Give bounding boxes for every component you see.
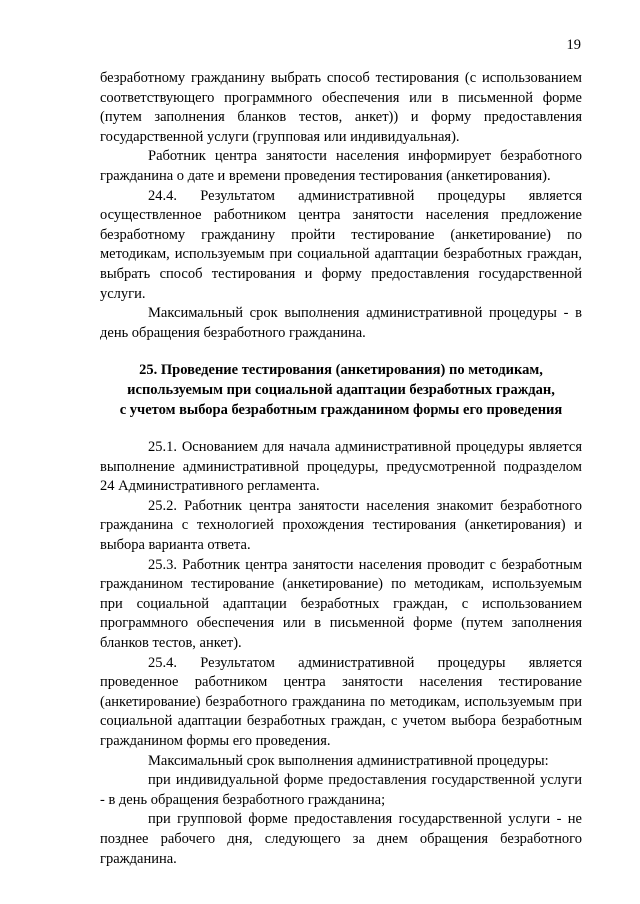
page-number: 19 xyxy=(566,37,581,53)
paragraph-25-2: 25.2. Работник центра занятости населения знакомит безработного гражданина с технологией прохождения тестирования (анкетирования) и выбора варианта ответа. xyxy=(100,497,582,554)
paragraph: при индивидуальной форме предоставления государственной услуги - в день обращения безработного гражданина; xyxy=(100,772,582,808)
heading-line: используемым при социальной адаптации безработных граждан, xyxy=(127,381,555,398)
paragraph: Работник центра занятости населения информирует безработного гражданина о дате и времени проведения тестирования (анкетирования). xyxy=(100,148,582,184)
paragraph: безработному гражданину выбрать способ тестирования (с использованием соответствующего программного обеспечения или в письменной форме (путем заполнения бланков тестов, анкет)) и форму предоставления государственной услуги (групповая или индивидуальная). xyxy=(100,70,582,145)
document-body xyxy=(100,69,582,869)
paragraph: Максимальный срок выполнения административной процедуры: xyxy=(148,752,549,769)
paragraph-25-4: 25.4. Результатом административной процедуры является проведенное работником центра занятости населения тестирование (анкетирование) безработного гражданина по методикам, используемым при социальной адаптации безработных граждан, с учетом выбора безработным гражданином формы его проведения. xyxy=(100,654,582,749)
heading-line: с учетом выбора безработным гражданином формы его проведения xyxy=(119,401,563,418)
paragraph-24-4: 24.4. Результатом административной процедуры является осуществленное работником центра занятости населения предложение безработному гражданину пройти тестирование (анкетирование) по методикам, используемым при социальной адаптации безработных граждан, выбрать способ тестирования и форму предоставления государственной услуги. xyxy=(100,187,582,302)
paragraph: Максимальный срок выполнения административной процедуры - в день обращения безработного гражданина. xyxy=(100,305,582,341)
section-24-continuation xyxy=(100,69,582,343)
section-25 xyxy=(100,438,582,869)
paragraph: при групповой форме предоставления государственной услуги - не позднее рабочего дня, следующего за днем обращения безработного гражданина. xyxy=(100,811,582,867)
paragraph-25-3: 25.3. Работник центра занятости населения проводит с безработным гражданином тестирование (анкетирование) по методикам, используемым при социальной адаптации безработных граждан, с использованием программного обеспечения или в письменной форме (путем заполнения бланков тестов, анкет). xyxy=(100,556,582,652)
paragraph-25-1: 25.1. Основанием для начала административной процедуры является выполнение административной процедуры, предусмотренной подразделом 24 Административного регламента. xyxy=(100,439,582,495)
section-25-heading xyxy=(100,361,582,420)
heading-line: 25. Проведение тестирования (анкетирования) по методикам, xyxy=(139,362,543,379)
